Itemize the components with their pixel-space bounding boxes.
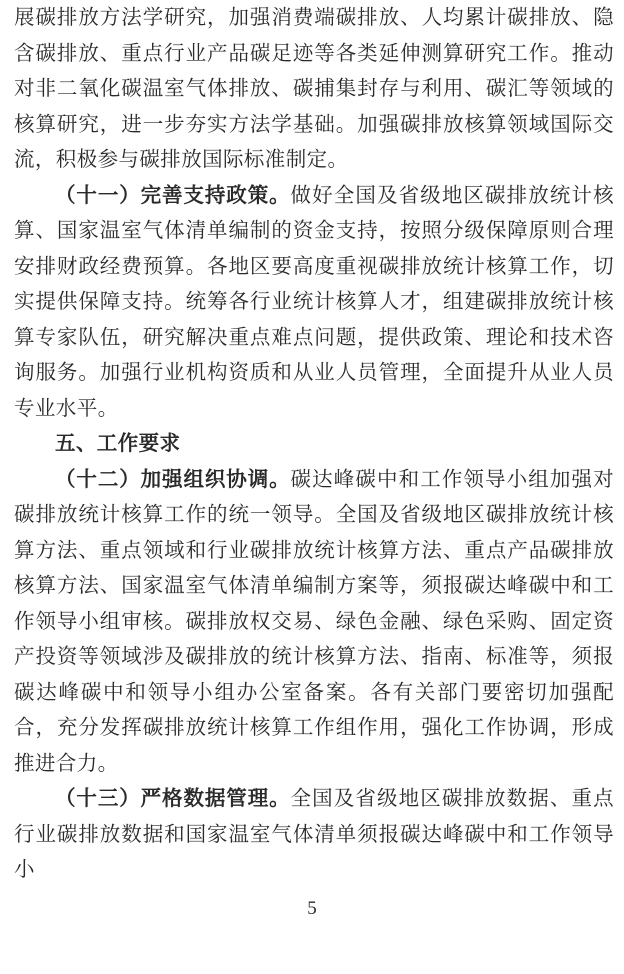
- item-text-12: 碳达峰碳中和工作领导小组加强对碳排放统计核算工作的统一领导。全国及省级地区碳排放统计核算方法、重点领域和行业碳排放统计核算方法、重点产品碳排放核算方法、国家温室气体清单编制方案等，须报碳达峰碳中和工作领导小组审核。碳排放权交易、绿色金融、绿色采购、固定资产投资等领域涉及碳排放的统计核算方法、指南、标准等，须报碳达峰碳中和领导小组办公室备案。各有关部门要密切加强配合，充分发挥碳排放统计核算工作组作用，强化工作协调，形成推进合力。: [14, 466, 614, 775]
- page-number: 5: [307, 898, 317, 919]
- item-text-11: 做好全国及省级地区碳排放统计核算、国家温室气体清单编制的资金支持，按照分级保障原则合理安排财政经费预算。各地区要高度重视碳排放统计核算工作，切实提供保障支持。统筹各行业统计核算人才，组建碳排放统计核算专家队伍，研究解决重点难点问题，提供政策、理论和技术咨询服务。加强行业机构资质和从业人员管理，全面提升从业人员专业水平。: [14, 182, 614, 420]
- paragraph-item-13: [14, 781, 614, 888]
- paragraph-item-12: [14, 462, 614, 782]
- item-label-12: （十二）加强组织协调。: [55, 466, 291, 491]
- paragraph-item-11: [14, 178, 614, 427]
- document-body: [14, 0, 614, 888]
- item-text-13: 全国及省级地区碳排放数据、重点行业碳排放数据和国家温室气体清单须报碳达峰碳中和工作领导小: [14, 786, 614, 881]
- item-label-11: （十一）完善支持政策。: [55, 182, 291, 207]
- section-heading-5: 五、工作要求: [55, 431, 181, 455]
- paragraph-continuation: 展碳排放方法学研究，加强消费端碳排放、人均累计碳排放、隐含碳排放、重点行业产品碳足迹等各类延伸测算研究工作。推动对非二氧化碳温室气体排放、碳捕集封存与利用、碳汇等领域的核算研究，进一步夯实方法学基础。加强碳排放核算领域国际交流，积极参与碳排放国际标准制定。: [14, 5, 614, 171]
- item-label-13: （十三）严格数据管理。: [55, 786, 291, 810]
